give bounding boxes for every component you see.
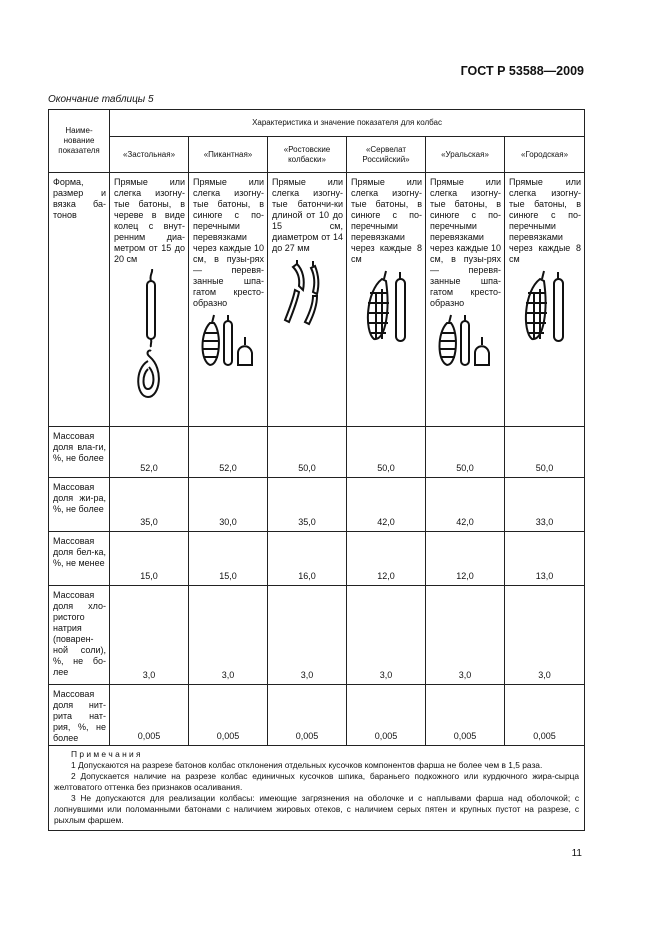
value-cell: 0,005 xyxy=(505,685,585,746)
value-cell: 35,0 xyxy=(110,478,189,532)
value-cell: 12,0 xyxy=(347,532,426,586)
value-cell: 50,0 xyxy=(268,427,347,478)
row-label: Массовая доля бел-ка, %, не менее xyxy=(49,532,110,586)
tied-sausage-icon xyxy=(356,269,418,351)
tied-sausage-icon xyxy=(435,313,497,373)
row-label: Массовая доля нит-рита нат-рия, %, не более xyxy=(49,685,110,746)
value-cell: 0,005 xyxy=(110,685,189,746)
value-cell: 3,0 xyxy=(268,586,347,685)
row-label: Форма, размер и вязка ба-тонов xyxy=(49,173,110,427)
value-cell: 13,0 xyxy=(505,532,585,586)
shape-text: Прямые или слегка изогну-тые батоны, в синюге с по-перечными перевязками через каждые 10 см, в пузы-рях — перевя-занные шпа-гатом кресто-образно xyxy=(193,177,264,308)
column-header: «Городская» xyxy=(505,137,585,173)
value-cell: 0,005 xyxy=(347,685,426,746)
value-cell: 35,0 xyxy=(268,478,347,532)
value-cell: 42,0 xyxy=(426,478,505,532)
tied-sausage-icon xyxy=(198,313,260,373)
column-header: «Пикантная» xyxy=(189,137,268,173)
note-item: 3 Не допускаются для реализации колбасы: имеющие загрязнения на оболочке и с наплывами фарша над оболочкой; с лопнувшими или поломанными батонами с наличием жировых отеков, с наличием серых пятен и крупных пустот на разрезе, с рыхлым фаршем. xyxy=(54,793,580,825)
value-cell: 52,0 xyxy=(189,427,268,478)
note-item: 2 Допускается наличие на разрезе колбас единичных кусочков шпика, бараньего подкожного или курдючного жира-сырца желтоватого оттенка без признаков осаливания. xyxy=(54,771,580,792)
product-table xyxy=(48,109,585,831)
page-number: 11 xyxy=(571,848,582,859)
note-item: 1 Допускаются на разрезе батонов колбас отклонения отдельных кусочков компонентов фарша не более чем в 1,5 раза. xyxy=(71,760,543,770)
shape-text: Прямые или слегка изогну-тые батоны, в синюге с по-перечными перевязками через каждые 10 см, в пузы-рях — перевя-занные шпа-гатом кресто-образно xyxy=(430,177,501,308)
value-cell: 15,0 xyxy=(110,532,189,586)
value-cell: 50,0 xyxy=(505,427,585,478)
shape-cell xyxy=(189,173,268,427)
shape-cell xyxy=(347,173,426,427)
column-header: «Уральская» xyxy=(426,137,505,173)
value-cell: 30,0 xyxy=(189,478,268,532)
notes-title: П р и м е ч а н и я xyxy=(71,749,141,759)
value-cell: 0,005 xyxy=(426,685,505,746)
value-cell: 16,0 xyxy=(268,532,347,586)
value-cell: 3,0 xyxy=(189,586,268,685)
shape-cell xyxy=(110,173,189,427)
value-cell: 42,0 xyxy=(347,478,426,532)
group-header: Характеристика и значение показателя для колбас xyxy=(110,110,585,137)
shape-cell xyxy=(268,173,347,427)
value-cell: 3,0 xyxy=(426,586,505,685)
column-header: «Застольная» xyxy=(110,137,189,173)
value-cell: 33,0 xyxy=(505,478,585,532)
ring-sausage-icon xyxy=(120,269,180,419)
standard-number: ГОСТ Р 53588—2009 xyxy=(460,64,584,78)
value-cell: 0,005 xyxy=(268,685,347,746)
column-header: «Сервелат Российский» xyxy=(347,137,426,173)
value-cell: 3,0 xyxy=(110,586,189,685)
shape-cell xyxy=(426,173,505,427)
column-header: «Ростовские колбаски» xyxy=(268,137,347,173)
notes-block xyxy=(49,746,585,831)
shape-cell xyxy=(505,173,585,427)
row-label: Массовая доля хло-ристого натрия (поварен-ной соли), %, не бо-лее xyxy=(49,586,110,685)
tied-sausage-icon xyxy=(514,269,576,351)
row-label: Массовая доля жи-ра, %, не более xyxy=(49,478,110,532)
value-cell: 50,0 xyxy=(347,427,426,478)
value-cell: 3,0 xyxy=(347,586,426,685)
table-caption: Окончание таблицы 5 xyxy=(48,94,154,105)
value-cell: 50,0 xyxy=(426,427,505,478)
shape-text: Прямые или слегка изогну-тые батоны, в черeве в виде колец с внут-ренним диа-метром от 15 до 20 см xyxy=(114,177,185,264)
shape-text: Прямые или слегка изогну-тые батончи-ки длиной от 10 до 15 см, диаметром от 14 до 27 мм xyxy=(272,177,343,253)
value-cell: 15,0 xyxy=(189,532,268,586)
row-label: Массовая доля вла-ги, %, не более xyxy=(49,427,110,478)
value-cell: 0,005 xyxy=(189,685,268,746)
small-sausages-icon xyxy=(277,258,339,330)
shape-text: Прямые или слегка изогну-тые батоны, в синюге с по-перечными перевязками через каждые 8 см xyxy=(509,177,582,264)
shape-text: Прямые или слегка изогну-тые батоны, в синюге с по-перечными перевязками через каждые 8 см xyxy=(351,177,422,264)
indicator-header: Наиме- нование показателя xyxy=(49,110,110,173)
value-cell: 3,0 xyxy=(505,586,585,685)
value-cell: 12,0 xyxy=(426,532,505,586)
value-cell: 52,0 xyxy=(110,427,189,478)
